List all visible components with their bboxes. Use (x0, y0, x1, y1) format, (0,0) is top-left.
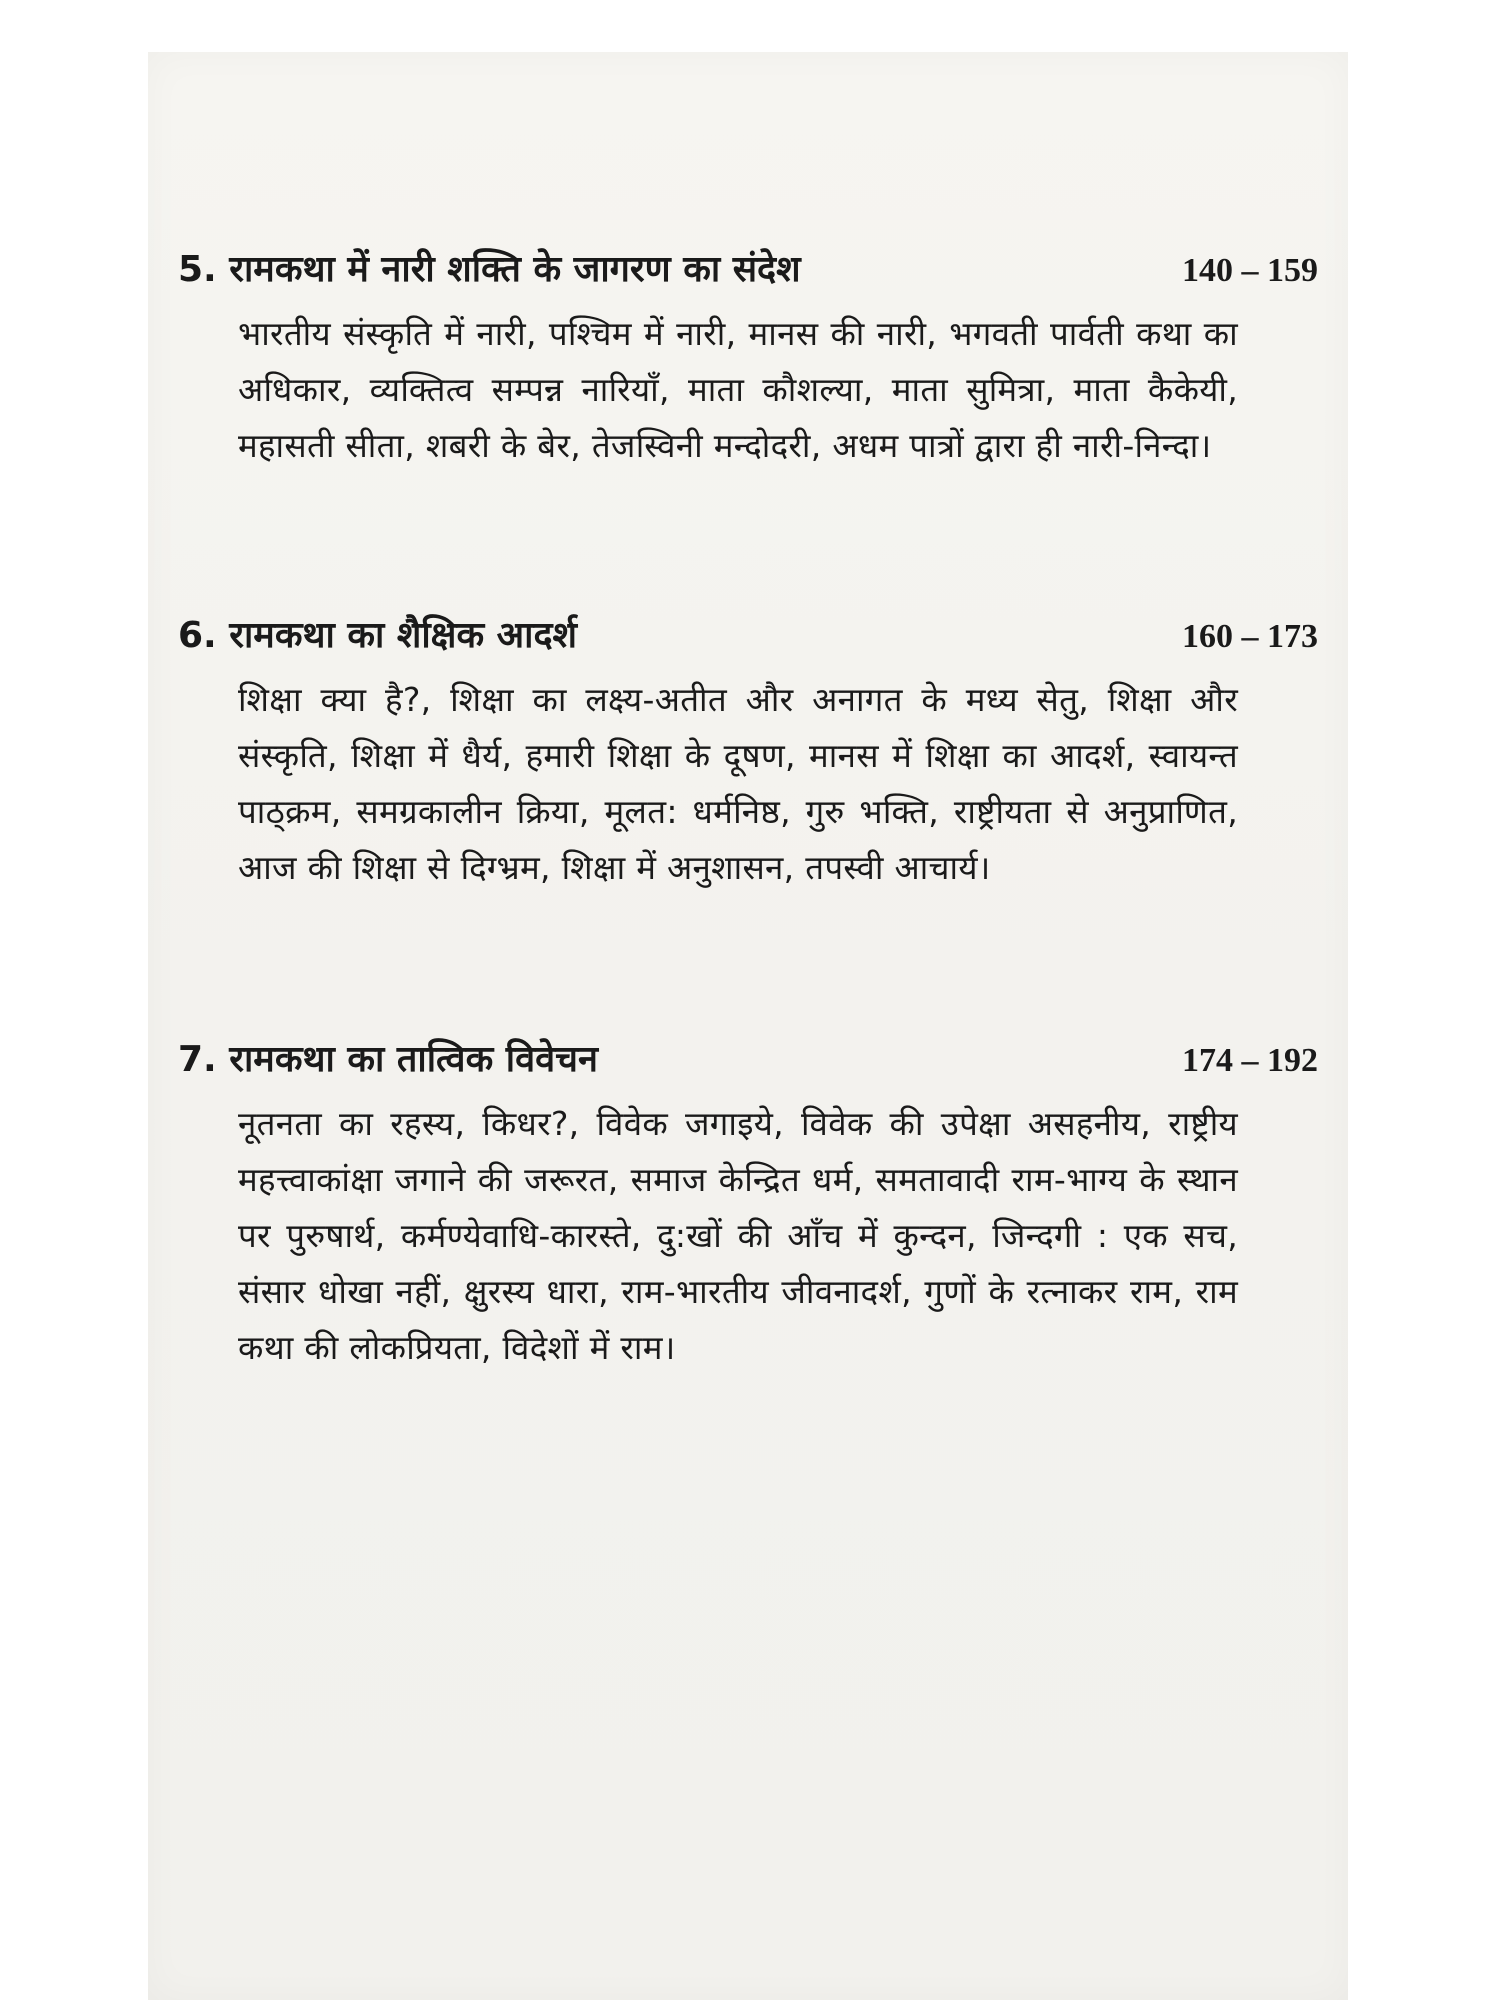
chapter-topics: शिक्षा क्या है?, शिक्षा का लक्ष्य-अतीत और अनागत के मध्य सेतु, शिक्षा और संस्कृति, शिक्षा में धैर्य, हमारी शिक्षा के दूषण, मानस में शिक्षा का आदर्श, स्वायन्त पाठ्क्रम, समग्रकालीन क्रिया, मूलत: धर्मनिष्ठ, गुरु भक्ति, राष्ट्रीयता से अनुप्राणित, आज की शिक्षा से दिग्भ्रम, शिक्षा में अनुशासन, तपस्वी आचार्य। (238, 680, 1238, 887)
toc-entry-header (178, 244, 1318, 300)
toc-entry-header (178, 1034, 1318, 1090)
toc-entry-7 (178, 1034, 1318, 1367)
page-range: 140 – 159 (1182, 252, 1318, 289)
chapter-title: 5. रामकथा में नारी शक्ति के जागरण का संदेश (178, 249, 801, 290)
chapter-topics: नूतनता का रहस्य, किधर?, विवेक जगाइये, विवेक की उपेक्षा असहनीय, राष्ट्रीय महत्त्वाकांक्षा जगाने की जरूरत, समाज केन्द्रित धर्म, समतावादी राम-भाग्य के स्थान पर पुरुषार्थ, कर्मण्येवाधि-कारस्ते, दु:खों की आँच में कुन्दन, जिन्दगी : एक सच, संसार धोखा नहीं, क्षुरस्य धारा, राम-भारतीय जीवनादर्श, गुणों के रत्नाकर राम, राम कथा की लोकप्रियता, विदेशों में राम। (238, 1104, 1238, 1367)
chapter-title: 7. रामकथा का तात्विक विवेचन (178, 1039, 598, 1080)
book-page (148, 52, 1348, 2000)
chapter-topics: भारतीय संस्कृति में नारी, पश्चिम में नारी, मानस की नारी, भगवती पार्वती कथा का अधिकार, व्यक्तित्व सम्पन्न नारियाँ, माता कौशल्या, माता सुमित्रा, माता कैकेयी, महासती सीता, शबरी के बेर, तेजस्विनी मन्दोदरी, अधम पात्रों द्वारा ही नारी-निन्दा। (238, 314, 1238, 465)
chapter-title: 6. रामकथा का शैक्षिक आदर्श (178, 615, 578, 656)
toc-entry-5 (178, 244, 1318, 465)
page-range: 174 – 192 (1182, 1042, 1318, 1079)
page-range: 160 – 173 (1182, 618, 1318, 655)
toc-entry-6 (178, 610, 1318, 887)
toc-entry-header (178, 610, 1318, 666)
